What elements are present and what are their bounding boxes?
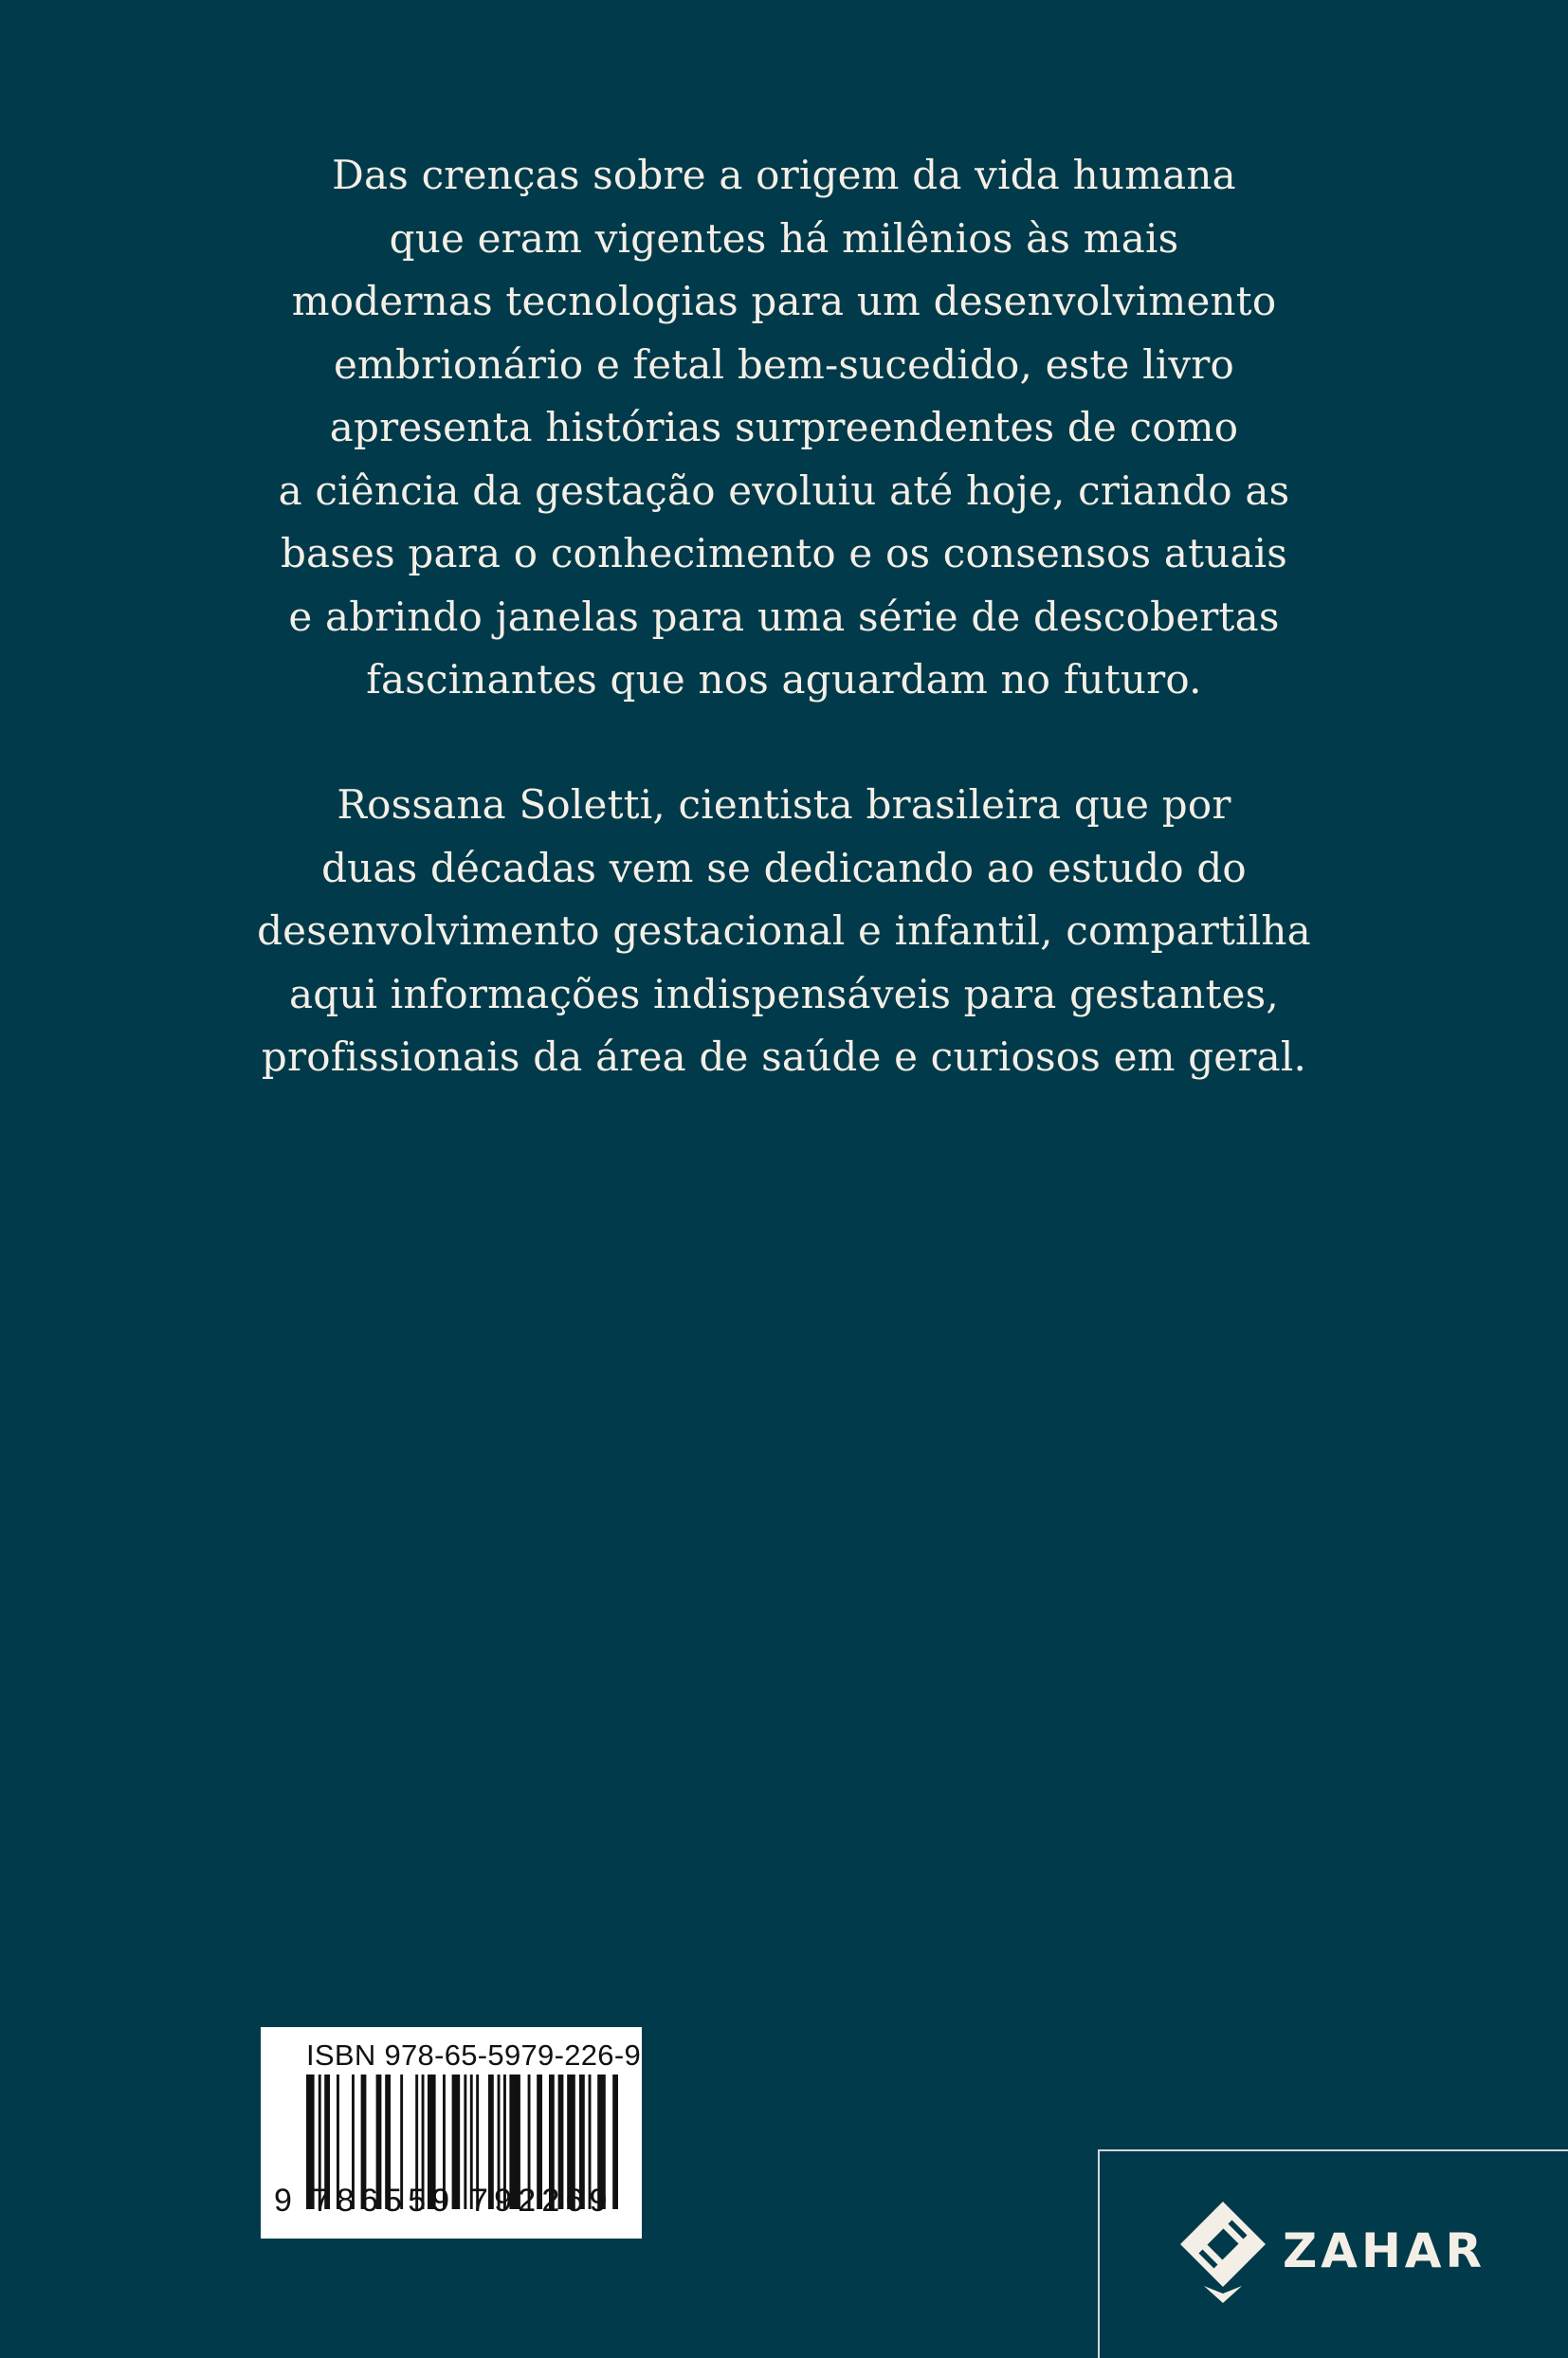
blurb-line: embrionário e fetal bem-sucedido, este livro bbox=[333, 340, 1235, 388]
blurb-line: Rossana Soletti, cientista brasileira que por bbox=[337, 781, 1231, 828]
blurb-paragraph-2 bbox=[237, 774, 1331, 1089]
blurb-line: profissionais da área de saúde e curiosos em geral. bbox=[261, 1033, 1307, 1080]
blurb-line: duas décadas vem se dedicando ao estudo do bbox=[321, 844, 1247, 891]
isbn-barcode bbox=[261, 2027, 642, 2239]
isbn-label: ISBN 978-65-5979-226-9 bbox=[306, 2038, 641, 2072]
blurb-line: fascinantes que nos aguardam no futuro. bbox=[366, 656, 1202, 703]
publisher-name: ZAHAR bbox=[1283, 2223, 1486, 2278]
blurb-line: desenvolvimento gestacional e infantil, compartilha bbox=[257, 907, 1311, 954]
blurb-line: bases para o conhecimento e os consensos atuais bbox=[280, 530, 1288, 576]
blurb-line: e abrindo janelas para uma série de descobertas bbox=[288, 593, 1280, 640]
barcode-digits: 9 786559 792269 bbox=[274, 2183, 613, 2219]
blurb-line: modernas tecnologias para um desenvolvimento bbox=[291, 278, 1277, 324]
blurb-line: Das crenças sobre a origem da vida humana bbox=[332, 152, 1236, 198]
publisher-panel bbox=[1098, 2149, 1568, 2358]
blurb-line: a ciência da gestação evoluiu até hoje, criando as bbox=[278, 466, 1290, 514]
zahar-logo-icon bbox=[1176, 2201, 1270, 2307]
blurb-line: que eram vigentes há milênios às mais bbox=[389, 214, 1179, 262]
blurb-line: aqui informações indispensáveis para gestantes, bbox=[289, 970, 1279, 1017]
blurb-line: apresenta histórias surpreendentes de como bbox=[329, 404, 1239, 450]
blurb-paragraph-1 bbox=[237, 144, 1331, 712]
